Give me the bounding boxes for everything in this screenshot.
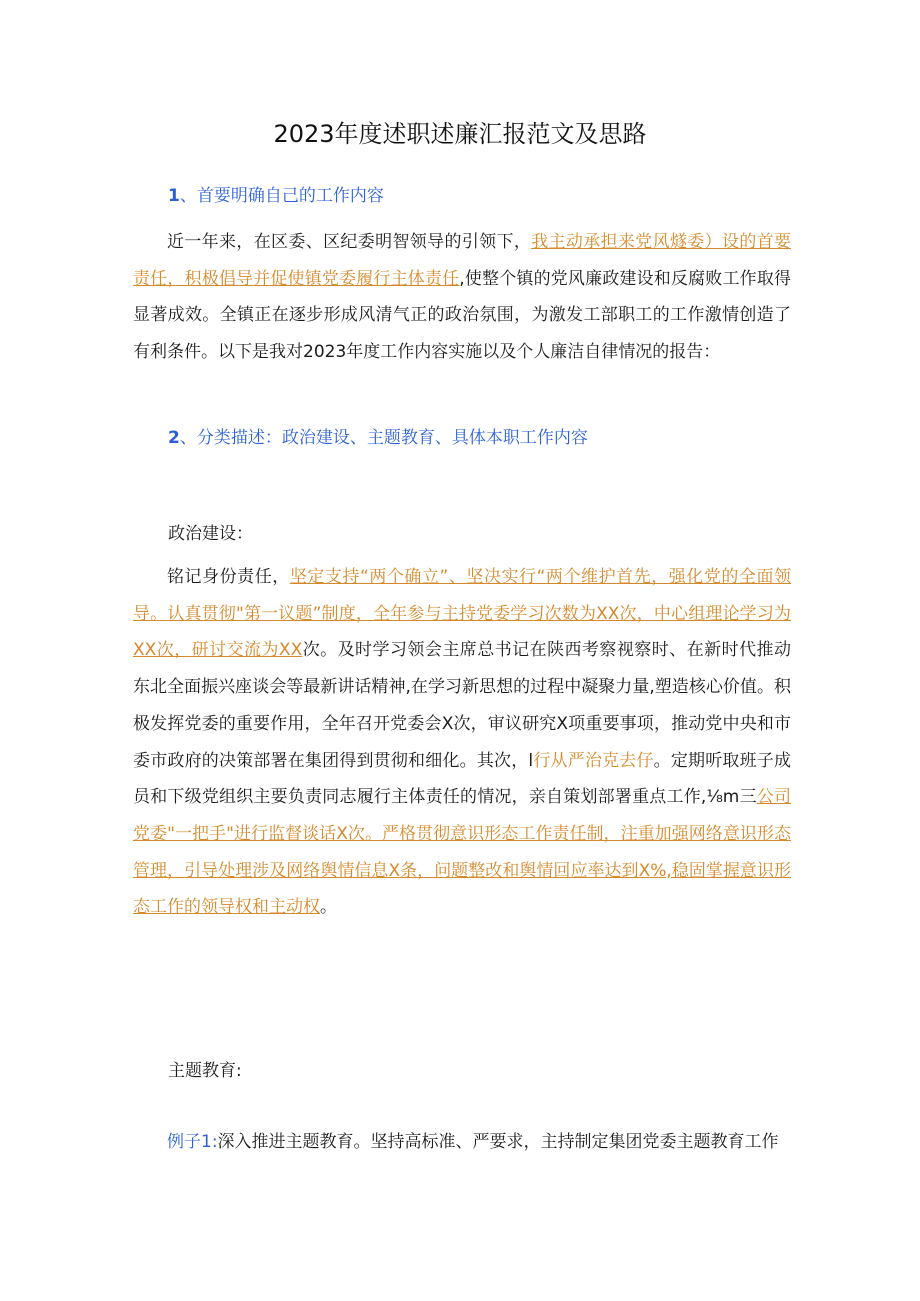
heading-number: 2 (168, 428, 180, 448)
subsection-label-theme: 主题教育: (168, 1061, 242, 1081)
subsection-label-political: 政治建设： (168, 524, 253, 544)
highlight-text: 行从严治克去仔 (533, 750, 654, 771)
highlight-text: 公司党委"一把手"进行监督谈话X次。严格贯彻意识形态工作责任制，注重加强网络意识形态管理，引导处理涉及网络舆情信息X条，问题整改和舆情回应率达到X%,稳固掌握意识形态工作的领导权和主动权 (133, 787, 791, 918)
heading-text: 、首要明确自己的工作内容 (179, 186, 384, 206)
heading-text: 、分类描述：政治建设、主题教育、具体本职工作内容 (179, 428, 588, 448)
paragraph-intro (133, 224, 791, 371)
heading-number: 1 (168, 186, 180, 206)
highlight-text: 我主动 (531, 232, 584, 252)
section-heading-2 (168, 426, 588, 450)
body-text: 深入推进主题教育。坚持高标准、严要求，主持制定集团党委主题教育工作 (217, 1132, 779, 1152)
intro-text: ,使整个镇的党风廉政建设和反腐败工作取得显著成效。全镇正在逐步形成风清气正的政治氛围，为激发工部职工的工作激情创造了有利条件。以下是我对2023年度工作内容实施以及个人廉洁自律情况的报告： (133, 268, 791, 363)
paragraph-political (133, 559, 791, 926)
body-text: 。定期听取班子成员和下级党组织主要负责同志履行主体责任的情况，亲自策划部署重点工作,⅛m三 (133, 750, 791, 808)
example-label: 例子1: (167, 1132, 218, 1152)
body-text: 。 (320, 897, 337, 918)
section-heading-1 (168, 184, 384, 208)
intro-text: 近一年来，在区委、区纪委明智领导的引领下， (167, 232, 532, 252)
body-text: 铭记身份责任， (167, 567, 290, 587)
document-title: 2023年度述职述廉汇报范文及思路 (273, 120, 647, 148)
paragraph-theme (133, 1124, 791, 1161)
highlight-text: 承担来党风燧委）设的首要责任，积极倡导并促使镇党委履行主体责任 (133, 232, 792, 289)
body-text: 次。及时学习领会主席总书记在陕西考察视察时、在新时代推动东北全面振兴座谈会等最新讲话精神,在学习新思想的过程中凝聚力量,塑造核心价值。积极发挥党委的重要作用，全年召开党委会X次，审议研究X项重要事项，推动党中央和市委市政府的决策部署在集团得到贯彻和细化。其次，l (133, 640, 791, 771)
highlight-text: 坚定支持“两个确立”、坚决实行“两个维护首先，强化党的全面领导。认真贯彻"第一议题”制度，全年参与主持党委学习次数为XX次，中心组理论学习为XX次，研讨交流为XX (133, 567, 792, 661)
